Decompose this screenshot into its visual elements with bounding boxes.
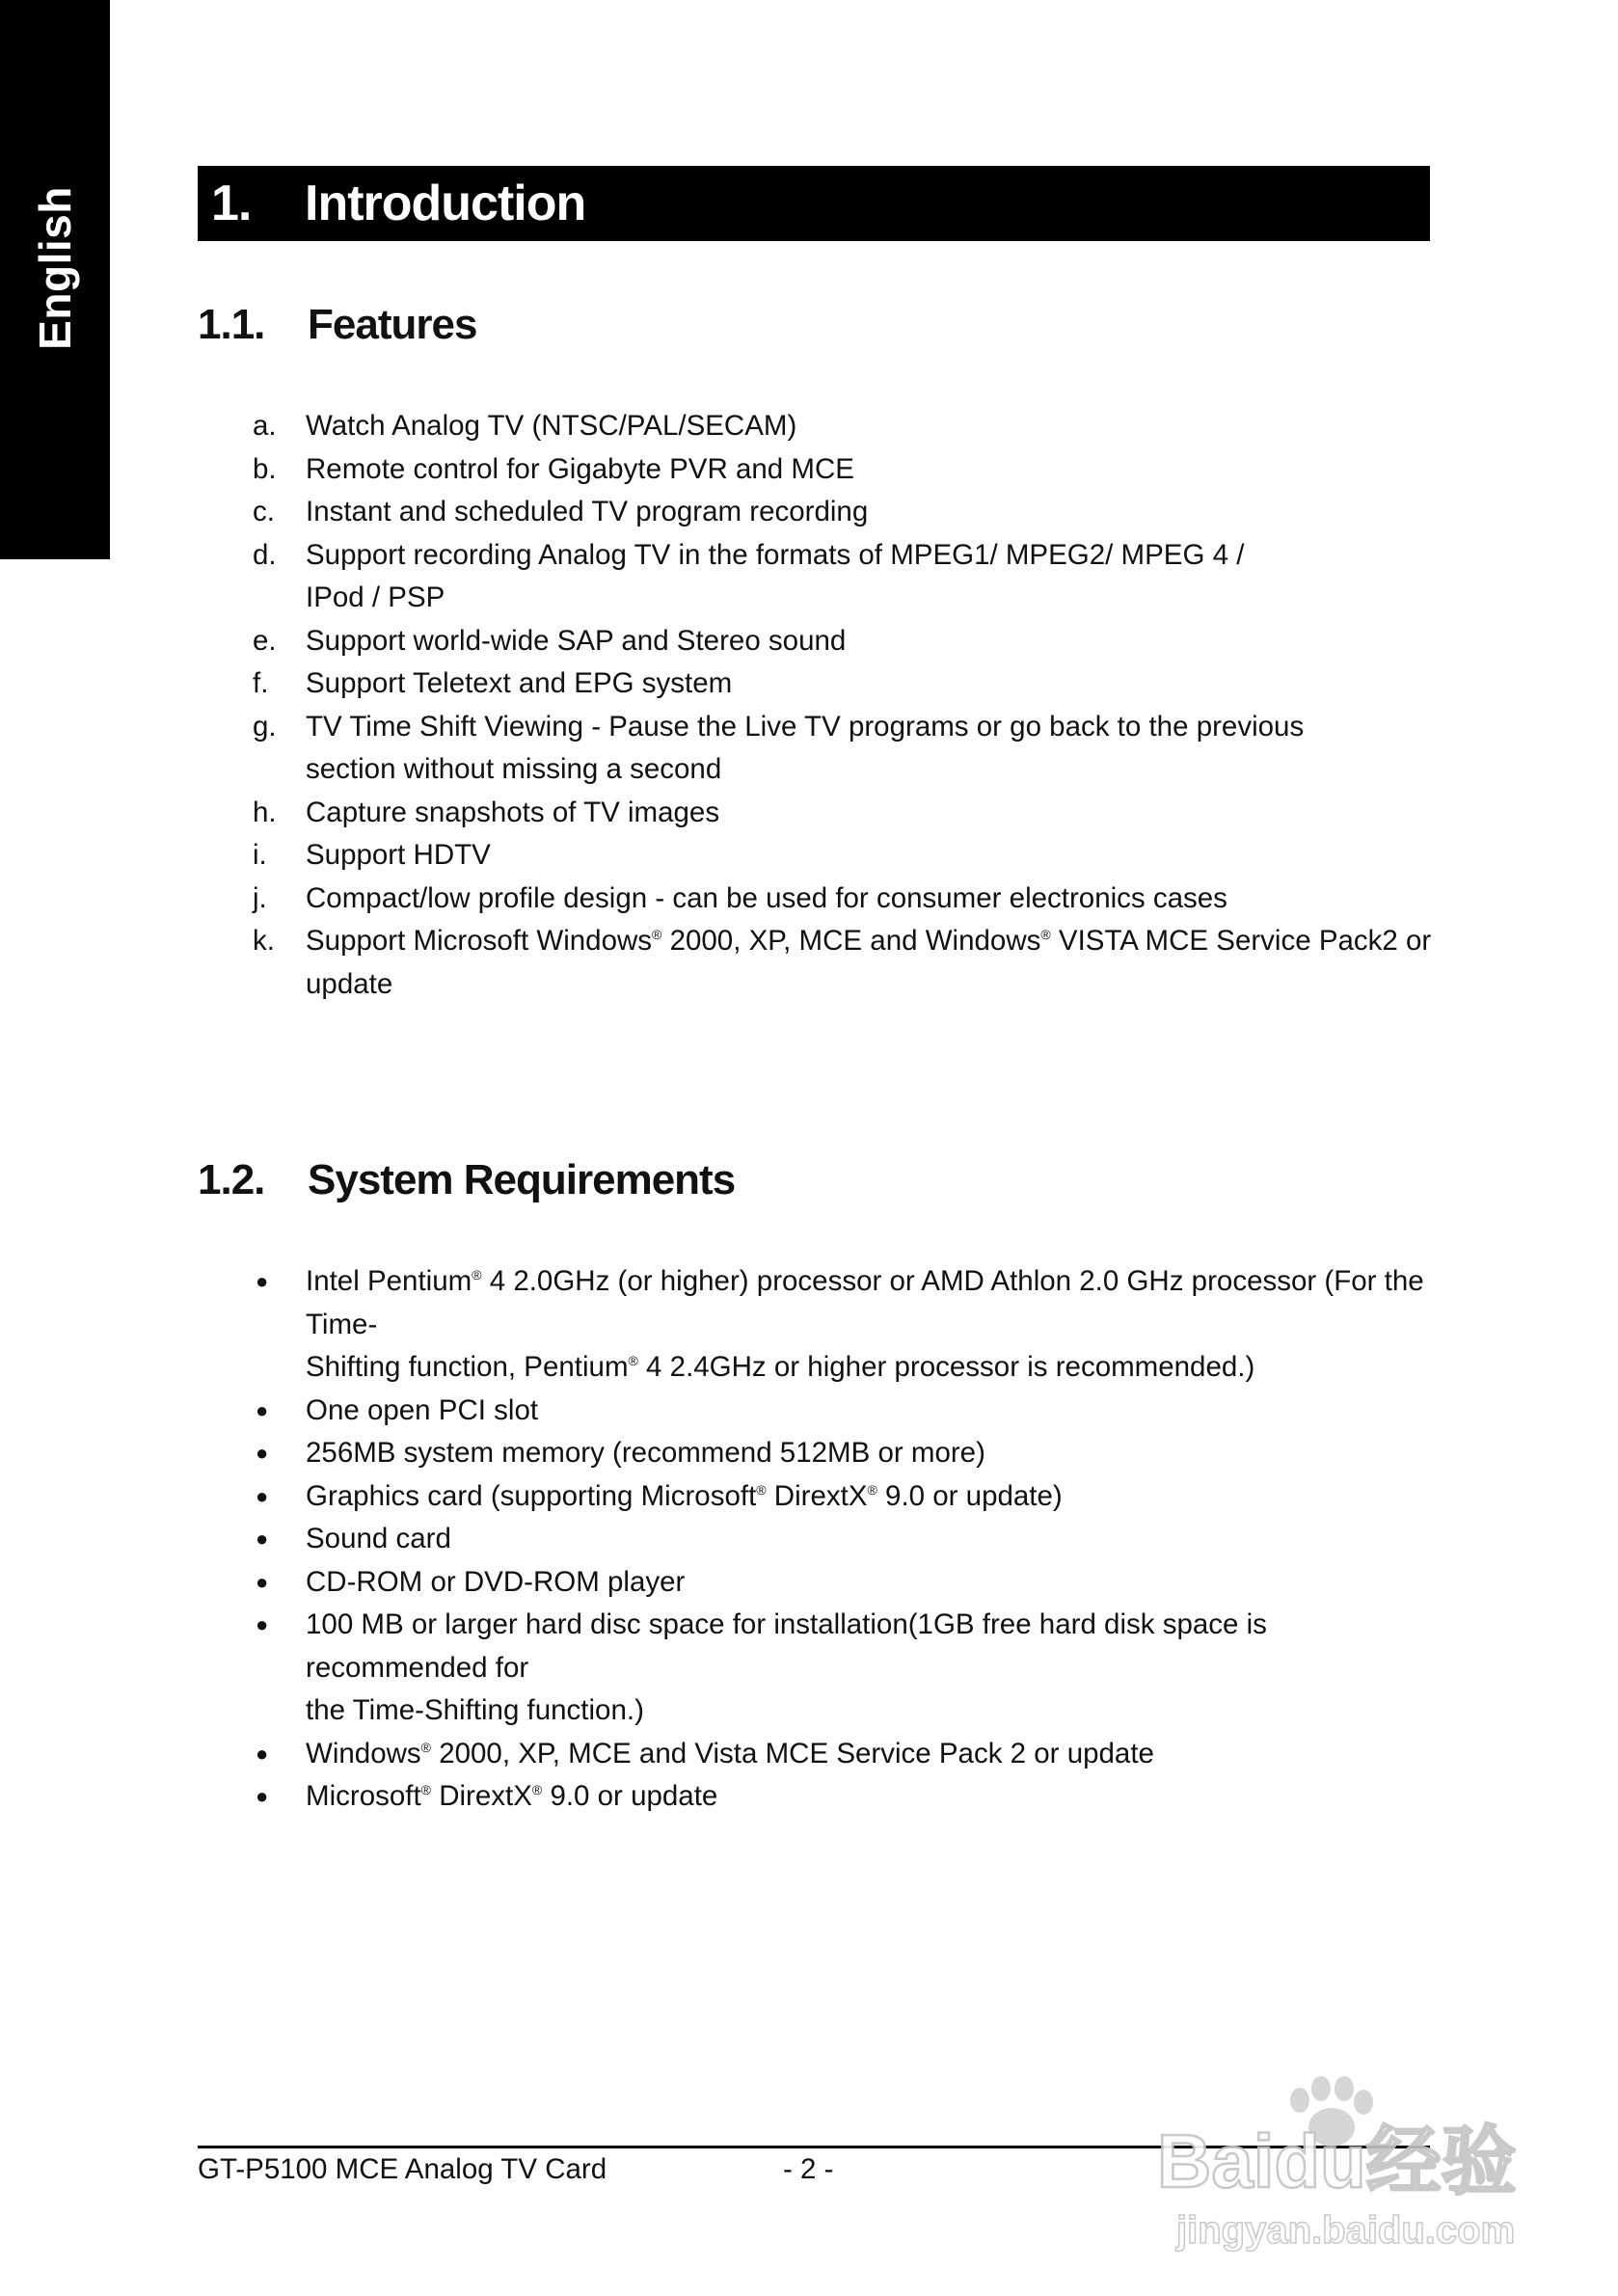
requirements-item-line: 100 MB or larger hard disc space for installation(1GB free hard disk space is recommended for [306,1608,1267,1684]
features-item-marker: d. [253,538,277,571]
bullet-icon: ● [256,1526,269,1551]
features-item [193,662,1446,706]
features-item [193,834,1446,878]
features-item-line: Support Microsoft Windows® 2000, XP, MCE and Windows® VISTA MCE Service Pack2 or [306,925,1432,957]
features-item [193,534,1446,620]
requirements-item-line: 256MB system memory (recommend 512MB or more) [306,1437,985,1469]
footer-page-number: - 2 - [783,2153,834,2185]
requirements-item [193,1390,1446,1433]
features-item-line: Support HDTV [306,839,491,871]
chapter-heading-bar [198,166,1430,241]
bullet-icon: ● [256,1269,269,1293]
features-list [193,405,1446,1006]
requirements-item [193,1561,1446,1605]
features-item-marker: b. [253,452,277,485]
bullet-icon: ● [256,1784,269,1808]
features-item [193,448,1446,492]
features-item-line: Support world-wide SAP and Stereo sound [306,624,847,657]
bullet-icon: ● [256,1569,269,1594]
features-item-marker: e. [253,624,277,657]
bullet-icon: ● [256,1612,269,1636]
features-item-marker: i. [253,839,267,871]
requirements-item [193,1604,1446,1733]
requirements-item-line: Sound card [306,1523,451,1554]
features-item-line: Compact/low profile design - can be used for consumer electronics cases [306,881,1227,914]
features-item [193,491,1446,534]
features-item-marker: g. [253,710,277,743]
requirements-item-line: CD-ROM or DVD-ROM player [306,1565,686,1598]
features-item [193,405,1446,448]
requirements-item [193,1518,1446,1561]
bullet-icon: ● [256,1483,269,1508]
features-item-line: Support recording Analog TV in the formats of MPEG1/ MPEG2/ MPEG 4 / [306,538,1245,571]
features-item-line: Remote control for Gigabyte PVR and MCE [306,452,854,485]
requirements-item [193,1733,1446,1776]
features-item-marker: j. [253,881,267,914]
language-side-tab [0,0,110,559]
requirements-heading-title: System Requirements [308,1156,736,1203]
features-item-marker: c. [253,496,275,527]
features-heading-number: 1.1. [198,301,265,348]
features-item-line: update [306,967,393,1000]
features-heading-title: Features [308,301,477,348]
requirements-item [193,1260,1446,1390]
bullet-icon: ● [256,1741,269,1766]
requirements-item-line: Graphics card (supporting Microsoft® DirextX® 9.0 or update) [306,1479,1063,1512]
requirements-heading-number: 1.2. [198,1156,265,1203]
bullet-icon: ● [256,1441,269,1465]
features-item-marker: h. [253,796,277,828]
features-item-marker: a. [253,410,277,442]
features-item-line: Watch Analog TV (NTSC/PAL/SECAM) [306,410,797,442]
bullet-icon: ● [256,1397,269,1422]
features-item [193,706,1446,792]
features-item-line: TV Time Shift Viewing - Pause the Live TV programs or go back to the previous [306,710,1305,743]
features-item-line: Capture snapshots of TV images [306,796,720,828]
requirements-item-line: Windows® 2000, XP, MCE and Vista MCE Service Pack 2 or update [306,1737,1154,1769]
requirements-item [193,1775,1446,1819]
watermark-url: jingyan.baidu.com [1176,2209,1516,2252]
requirements-item [193,1475,1446,1519]
requirements-item-line: Microsoft® DirextX® 9.0 or update [306,1780,718,1812]
requirements-item [193,1432,1446,1475]
requirements-item-line: Shifting function, Pentium® 4 2.4GHz or higher processor is recommended.) [306,1351,1255,1383]
features-item [193,878,1446,921]
baidu-jingyan-watermark [1157,2071,1538,2255]
features-item [193,620,1446,663]
requirements-list [193,1260,1446,1819]
features-item-line: IPod / PSP [306,581,445,613]
chapter-number: 1. [211,176,252,231]
features-item-line: section without missing a second [306,753,722,785]
features-item-marker: k. [253,925,275,957]
language-label: English [30,186,80,350]
features-item [193,920,1446,1006]
requirements-item-line: the Time-Shifting function.) [306,1694,644,1726]
requirements-item-line: One open PCI slot [306,1393,539,1426]
chapter-title: Introduction [305,176,586,231]
watermark-brand: Baidu经验 [1157,2119,1517,2203]
footer-product-name: GT-P5100 MCE Analog TV Card [198,2153,607,2185]
features-item [193,792,1446,835]
requirements-item-line: Intel Pentium® 4 2.0GHz (or higher) processor or AMD Athlon 2.0 GHz processor (For the Time- [306,1265,1424,1340]
features-item-line: Instant and scheduled TV program recording [306,496,869,527]
features-item-line: Support Teletext and EPG system [306,667,733,699]
features-item-marker: f. [253,667,269,699]
